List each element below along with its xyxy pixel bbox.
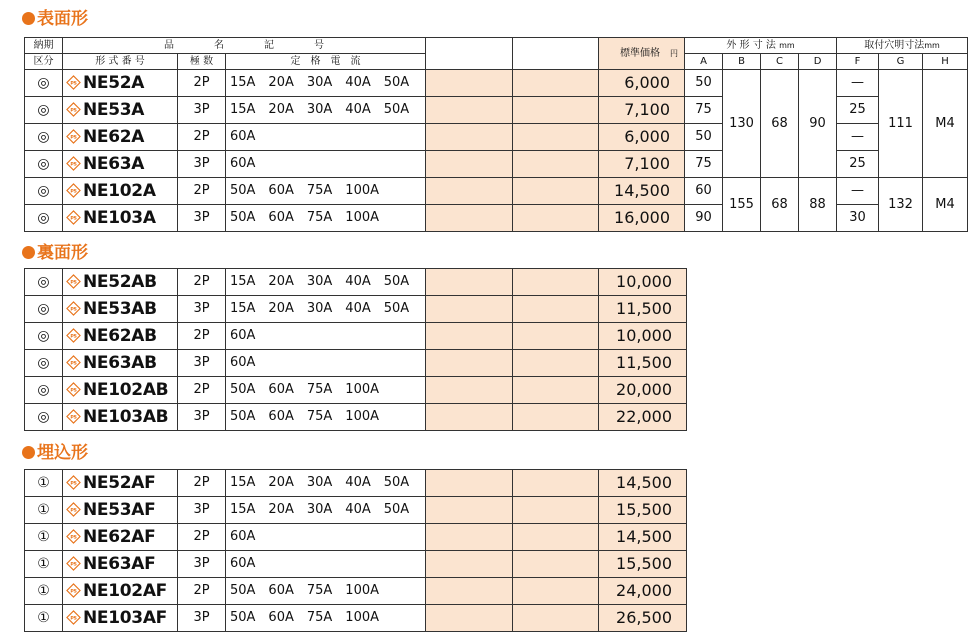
dim-a-cell: 50 bbox=[685, 70, 723, 97]
model-cell: PS NE103AB bbox=[63, 404, 178, 431]
poles-cell: 2P bbox=[178, 470, 226, 497]
blank-cell bbox=[426, 578, 513, 605]
price-cell: 22,000 bbox=[599, 404, 687, 431]
amps-cell: 50A 60A 75A 100A bbox=[226, 377, 426, 404]
poles-cell: 3P bbox=[178, 296, 226, 323]
price-cell: 6,000 bbox=[599, 70, 685, 97]
kubun-cell: ◎ bbox=[25, 178, 63, 205]
kubun-cell: ◎ bbox=[25, 404, 63, 431]
header-blank-1 bbox=[426, 38, 513, 70]
pse-diamond-icon bbox=[66, 583, 81, 598]
dim-c-cell: 68 bbox=[761, 70, 799, 178]
table-row bbox=[25, 497, 687, 524]
kubun-cell: ① bbox=[25, 551, 63, 578]
svg-text:PS: PS bbox=[70, 81, 77, 87]
header-dim-b: B bbox=[723, 54, 761, 70]
svg-text:PS: PS bbox=[70, 415, 77, 421]
price-cell: 26,500 bbox=[599, 605, 687, 632]
header-kubun-bottom: 区分 bbox=[25, 54, 63, 70]
dim-h-cell: M4 bbox=[923, 178, 968, 232]
header-hinmei: 品 名 記 号 bbox=[63, 38, 426, 54]
pse-diamond-icon bbox=[66, 556, 81, 571]
poles-cell: 3P bbox=[178, 350, 226, 377]
blank-cell bbox=[513, 524, 599, 551]
blank-cell bbox=[513, 350, 599, 377]
pse-diamond-icon bbox=[66, 382, 81, 397]
kubun-cell: ◎ bbox=[25, 296, 63, 323]
header-dim-h: H bbox=[923, 54, 968, 70]
dim-b-cell: 130 bbox=[723, 70, 761, 178]
blank-cell bbox=[513, 470, 599, 497]
table-row bbox=[25, 605, 687, 632]
dim-f-cell: 30 bbox=[837, 205, 879, 232]
blank-cell bbox=[513, 497, 599, 524]
pse-diamond-icon bbox=[66, 610, 81, 625]
price-cell: 11,500 bbox=[599, 350, 687, 377]
pse-diamond-icon bbox=[66, 301, 81, 316]
table-row bbox=[25, 377, 687, 404]
amps-cell: 15A 20A 30A 40A 50A bbox=[226, 470, 426, 497]
dim-c-cell: 68 bbox=[761, 178, 799, 232]
kubun-cell: ◎ bbox=[25, 377, 63, 404]
section-title-flush: 埋込形 bbox=[22, 442, 88, 464]
poles-cell: 3P bbox=[178, 97, 226, 124]
header-dim-f: F bbox=[837, 54, 879, 70]
model-cell: PS NE52A bbox=[63, 70, 178, 97]
price-cell: 14,500 bbox=[599, 178, 685, 205]
amps-cell: 50A 60A 75A 100A bbox=[226, 178, 426, 205]
blank-cell bbox=[426, 178, 513, 205]
pse-diamond-icon bbox=[66, 129, 81, 144]
price-cell: 24,000 bbox=[599, 578, 687, 605]
model-cell: PS NE53AB bbox=[63, 296, 178, 323]
dim-g-cell: 132 bbox=[879, 178, 923, 232]
dim-f-cell: — bbox=[837, 124, 879, 151]
header-row-top bbox=[25, 38, 968, 54]
header-toritsuke: 取付穴明寸法mm bbox=[837, 38, 968, 54]
poles-cell: 3P bbox=[178, 497, 226, 524]
blank-cell bbox=[513, 323, 599, 350]
kubun-cell: ◎ bbox=[25, 323, 63, 350]
pse-diamond-icon bbox=[66, 183, 81, 198]
blank-cell bbox=[426, 70, 513, 97]
amps-cell: 15A 20A 30A 40A 50A bbox=[226, 296, 426, 323]
dim-f-cell: — bbox=[837, 178, 879, 205]
kubun-cell: ① bbox=[25, 497, 63, 524]
model-cell: PS NE102AF bbox=[63, 578, 178, 605]
svg-text:PS: PS bbox=[70, 307, 77, 313]
dim-g-cell: 111 bbox=[879, 70, 923, 178]
kubun-cell: ◎ bbox=[25, 70, 63, 97]
blank-cell bbox=[426, 205, 513, 232]
amps-cell: 15A 20A 30A 40A 50A bbox=[226, 497, 426, 524]
model-cell: PS NE53AF bbox=[63, 497, 178, 524]
blank-cell bbox=[513, 124, 599, 151]
model-cell: PS NE62AB bbox=[63, 323, 178, 350]
amps-cell: 50A 60A 75A 100A bbox=[226, 404, 426, 431]
poles-cell: 3P bbox=[178, 605, 226, 632]
header-price: 標準価格 円 bbox=[599, 38, 685, 70]
dim-f-cell: 25 bbox=[837, 151, 879, 178]
model-cell: PS NE103A bbox=[63, 205, 178, 232]
price-cell: 10,000 bbox=[599, 269, 687, 296]
blank-cell bbox=[513, 404, 599, 431]
blank-cell bbox=[513, 205, 599, 232]
price-cell: 20,000 bbox=[599, 377, 687, 404]
blank-cell bbox=[513, 296, 599, 323]
model-cell: PS NE52AF bbox=[63, 470, 178, 497]
pse-diamond-icon bbox=[66, 529, 81, 544]
pse-diamond-icon bbox=[66, 75, 81, 90]
table-row bbox=[25, 470, 687, 497]
poles-cell: 3P bbox=[178, 551, 226, 578]
poles-cell: 2P bbox=[178, 377, 226, 404]
poles-cell: 3P bbox=[178, 151, 226, 178]
svg-text:PS: PS bbox=[70, 135, 77, 141]
table-row bbox=[25, 70, 968, 97]
header-teikaku: 定 格 電 流 bbox=[226, 54, 426, 70]
surface-type-table bbox=[24, 37, 968, 232]
price-cell: 6,000 bbox=[599, 124, 685, 151]
header-dim-d: D bbox=[799, 54, 837, 70]
table-row bbox=[25, 404, 687, 431]
kubun-cell: ◎ bbox=[25, 124, 63, 151]
model-cell: PS NE103AF bbox=[63, 605, 178, 632]
pse-diamond-icon bbox=[66, 210, 81, 225]
pse-diamond-icon bbox=[66, 475, 81, 490]
dim-a-cell: 90 bbox=[685, 205, 723, 232]
poles-cell: 2P bbox=[178, 578, 226, 605]
svg-text:PS: PS bbox=[70, 535, 77, 541]
svg-text:PS: PS bbox=[70, 508, 77, 514]
blank-cell bbox=[426, 323, 513, 350]
blank-cell bbox=[513, 178, 599, 205]
amps-cell: 60A bbox=[226, 551, 426, 578]
blank-cell bbox=[513, 578, 599, 605]
amps-cell: 60A bbox=[226, 524, 426, 551]
amps-cell: 50A 60A 75A 100A bbox=[226, 605, 426, 632]
pse-diamond-icon bbox=[66, 502, 81, 517]
kubun-cell: ◎ bbox=[25, 97, 63, 124]
table-row bbox=[25, 296, 687, 323]
section-title-surface: 表面形 bbox=[22, 8, 88, 30]
blank-cell bbox=[426, 497, 513, 524]
dim-d-cell: 88 bbox=[799, 178, 837, 232]
blank-cell bbox=[513, 97, 599, 124]
svg-text:PS: PS bbox=[70, 388, 77, 394]
model-cell: PS NE63AB bbox=[63, 350, 178, 377]
kubun-cell: ① bbox=[25, 470, 63, 497]
amps-cell: 50A 60A 75A 100A bbox=[226, 578, 426, 605]
amps-cell: 60A bbox=[226, 323, 426, 350]
model-cell: PS NE62AF bbox=[63, 524, 178, 551]
model-cell: PS NE62A bbox=[63, 124, 178, 151]
dim-d-cell: 90 bbox=[799, 70, 837, 178]
blank-cell bbox=[426, 605, 513, 632]
price-cell: 10,000 bbox=[599, 323, 687, 350]
kubun-cell: ① bbox=[25, 524, 63, 551]
amps-cell: 15A 20A 30A 40A 50A bbox=[226, 97, 426, 124]
svg-text:PS: PS bbox=[70, 108, 77, 114]
header-kubun-top: 納期 bbox=[25, 38, 63, 54]
kubun-cell: ① bbox=[25, 578, 63, 605]
section-title-back: 裏面形 bbox=[22, 242, 88, 264]
blank-cell bbox=[426, 97, 513, 124]
kubun-cell: ◎ bbox=[25, 350, 63, 377]
svg-text:PS: PS bbox=[70, 216, 77, 222]
blank-cell bbox=[426, 524, 513, 551]
svg-text:PS: PS bbox=[70, 589, 77, 595]
dim-f-cell: — bbox=[837, 70, 879, 97]
header-blank-2 bbox=[513, 38, 599, 70]
price-cell: 7,100 bbox=[599, 151, 685, 178]
bullet-dot-icon bbox=[22, 12, 35, 25]
blank-cell bbox=[426, 377, 513, 404]
dim-a-cell: 50 bbox=[685, 124, 723, 151]
blank-cell bbox=[513, 70, 599, 97]
header-gaikei: 外 形 寸 法 mm bbox=[685, 38, 837, 54]
bullet-dot-icon bbox=[22, 446, 35, 459]
kubun-cell: ◎ bbox=[25, 151, 63, 178]
amps-cell: 15A 20A 30A 40A 50A bbox=[226, 269, 426, 296]
blank-cell bbox=[426, 404, 513, 431]
header-katashiki: 形 式 番 号 bbox=[63, 54, 178, 70]
pse-diamond-icon bbox=[66, 409, 81, 424]
flush-type-table bbox=[24, 469, 687, 632]
svg-text:PS: PS bbox=[70, 616, 77, 622]
dim-b-cell: 155 bbox=[723, 178, 761, 232]
model-cell: PS NE63A bbox=[63, 151, 178, 178]
table-row bbox=[25, 269, 687, 296]
back-type-table bbox=[24, 268, 687, 431]
blank-cell bbox=[426, 269, 513, 296]
dim-f-cell: 25 bbox=[837, 97, 879, 124]
pse-diamond-icon bbox=[66, 274, 81, 289]
svg-text:PS: PS bbox=[70, 189, 77, 195]
blank-cell bbox=[426, 151, 513, 178]
svg-text:PS: PS bbox=[70, 280, 77, 286]
poles-cell: 2P bbox=[178, 323, 226, 350]
blank-cell bbox=[426, 470, 513, 497]
amps-cell: 15A 20A 30A 40A 50A bbox=[226, 70, 426, 97]
table-row bbox=[25, 551, 687, 578]
price-cell: 15,500 bbox=[599, 497, 687, 524]
dim-a-cell: 75 bbox=[685, 151, 723, 178]
dim-a-cell: 60 bbox=[685, 178, 723, 205]
poles-cell: 3P bbox=[178, 404, 226, 431]
header-kyokusu: 極 数 bbox=[178, 54, 226, 70]
poles-cell: 3P bbox=[178, 205, 226, 232]
amps-cell: 60A bbox=[226, 124, 426, 151]
model-cell: PS NE63AF bbox=[63, 551, 178, 578]
blank-cell bbox=[426, 296, 513, 323]
kubun-cell: ① bbox=[25, 605, 63, 632]
poles-cell: 2P bbox=[178, 70, 226, 97]
blank-cell bbox=[513, 551, 599, 578]
kubun-cell: ◎ bbox=[25, 269, 63, 296]
price-cell: 11,500 bbox=[599, 296, 687, 323]
poles-cell: 2P bbox=[178, 269, 226, 296]
blank-cell bbox=[513, 605, 599, 632]
table-row bbox=[25, 178, 968, 205]
poles-cell: 2P bbox=[178, 124, 226, 151]
dim-h-cell: M4 bbox=[923, 70, 968, 178]
dim-a-cell: 75 bbox=[685, 97, 723, 124]
blank-cell bbox=[426, 350, 513, 377]
amps-cell: 50A 60A 75A 100A bbox=[226, 205, 426, 232]
poles-cell: 2P bbox=[178, 524, 226, 551]
amps-cell: 60A bbox=[226, 151, 426, 178]
svg-text:PS: PS bbox=[70, 162, 77, 168]
model-cell: PS NE102AB bbox=[63, 377, 178, 404]
price-cell: 14,500 bbox=[599, 524, 687, 551]
model-cell: PS NE52AB bbox=[63, 269, 178, 296]
table-row bbox=[25, 524, 687, 551]
poles-cell: 2P bbox=[178, 178, 226, 205]
svg-text:PS: PS bbox=[70, 562, 77, 568]
blank-cell bbox=[513, 377, 599, 404]
pse-diamond-icon bbox=[66, 156, 81, 171]
header-dim-c: C bbox=[761, 54, 799, 70]
price-cell: 15,500 bbox=[599, 551, 687, 578]
blank-cell bbox=[513, 151, 599, 178]
pse-diamond-icon bbox=[66, 102, 81, 117]
svg-text:PS: PS bbox=[70, 481, 77, 487]
price-cell: 16,000 bbox=[599, 205, 685, 232]
kubun-cell: ◎ bbox=[25, 205, 63, 232]
price-cell: 7,100 bbox=[599, 97, 685, 124]
table-row bbox=[25, 323, 687, 350]
price-cell: 14,500 bbox=[599, 470, 687, 497]
svg-text:PS: PS bbox=[70, 361, 77, 367]
header-dim-g: G bbox=[879, 54, 923, 70]
table-row bbox=[25, 578, 687, 605]
pse-diamond-icon bbox=[66, 355, 81, 370]
blank-cell bbox=[426, 124, 513, 151]
header-dim-a: A bbox=[685, 54, 723, 70]
pse-diamond-icon bbox=[66, 328, 81, 343]
blank-cell bbox=[513, 269, 599, 296]
table-row bbox=[25, 350, 687, 377]
blank-cell bbox=[426, 551, 513, 578]
model-cell: PS NE102A bbox=[63, 178, 178, 205]
model-cell: PS NE53A bbox=[63, 97, 178, 124]
amps-cell: 60A bbox=[226, 350, 426, 377]
bullet-dot-icon bbox=[22, 246, 35, 259]
svg-text:PS: PS bbox=[70, 334, 77, 340]
